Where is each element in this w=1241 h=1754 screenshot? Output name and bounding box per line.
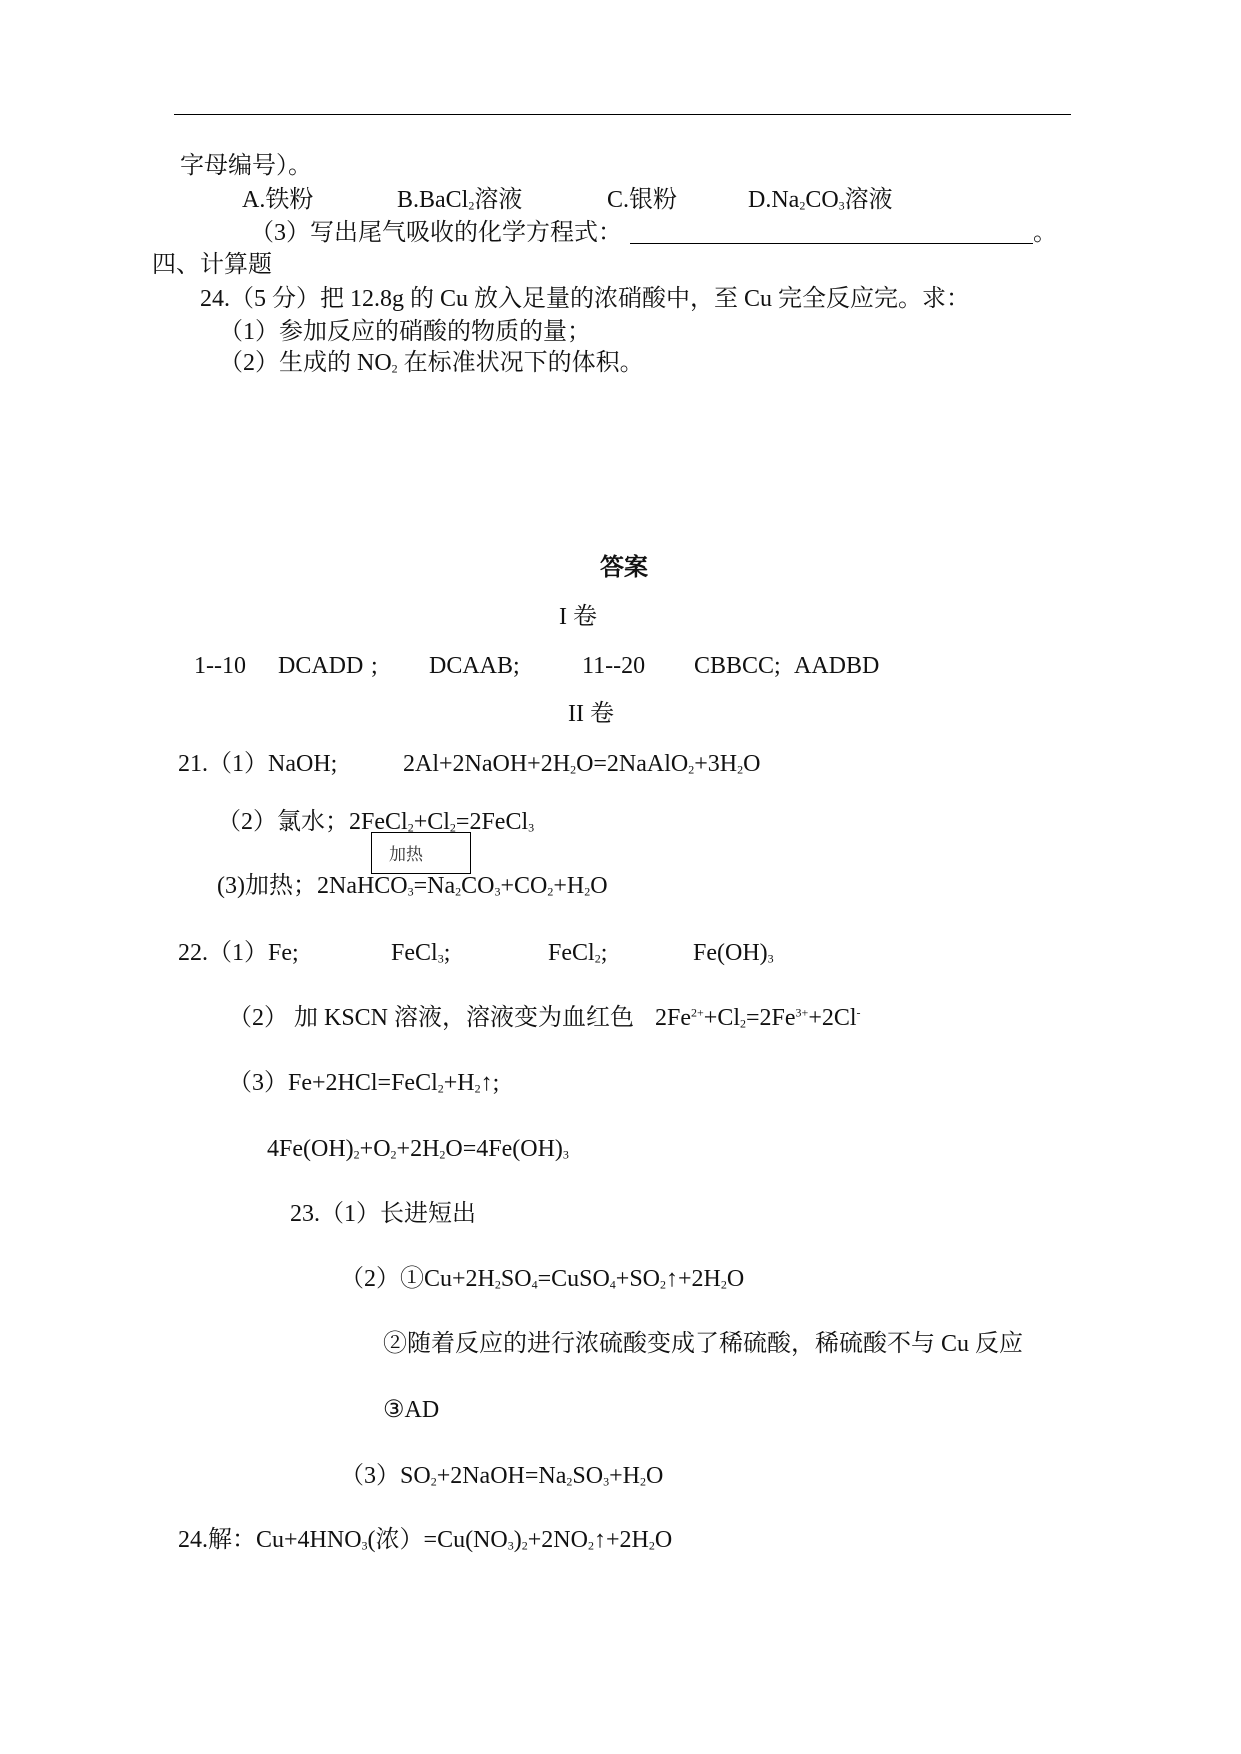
answer-23-part-1: 23.（1）长进短出 <box>290 1201 476 1227</box>
subscript: 3 <box>437 951 444 966</box>
subscript: 2 <box>353 1147 360 1162</box>
option-b: B.BaCl$_2$溶液 <box>397 187 523 213</box>
question-continuation-text: 字母编号）。 <box>180 153 312 179</box>
answer-22-part-1-c: FeCl$_2$; <box>548 940 608 966</box>
subscript: 3 <box>562 1147 569 1162</box>
answer-22-part-2-equation: $2Fe^{2+}+Cl_2=2Fe^{3+}+2Cl^-$ <box>655 1005 861 1031</box>
subscript: 2 <box>740 1016 746 1031</box>
answer-group-4: AADBD <box>794 653 880 679</box>
answer-range-11-20: 11--20 <box>582 653 646 679</box>
subscript: 3 <box>528 820 535 835</box>
answer-blank-line <box>630 218 1033 244</box>
header-rule <box>174 114 1071 115</box>
subscript: 3 <box>507 1538 514 1553</box>
subscript: 2 <box>494 1277 501 1292</box>
answer-range-1-10: 1--10 <box>194 653 246 679</box>
answer-21-part-1-equation: $2Al+2NaOH+2H_2O=2NaAlO_2+3H_2O$ <box>403 751 761 777</box>
answer-23-part-2-1: $(2)①Cu+2H_2SO_4=CuSO_4+SO_2↑+2H_2O$ <box>340 1266 745 1292</box>
subscript: 2 <box>547 884 554 899</box>
answer-22-part-2-text: （2） 加 KSCN 溶液，溶液变为血红色 <box>228 1005 635 1031</box>
subscript: 2 <box>639 1474 646 1489</box>
answer-22-part-1-d: $Fe(OH)_3$ <box>693 940 774 966</box>
subscript: 2 <box>660 1277 667 1292</box>
subscript: 2 <box>737 762 744 777</box>
answer-22-part-1-b: FeCl$_3$; <box>391 940 451 966</box>
subscript: 2 <box>439 1147 446 1162</box>
answer-21-part-3: (3)加热；$2NaHCO_3=Na_2CO_3+CO_2+H_2O$ <box>217 873 608 899</box>
subscript: 3 <box>494 884 501 899</box>
volume-2-title: II 卷 <box>568 701 614 727</box>
answer-group-3: CBBCC; <box>694 653 781 679</box>
subscript: 3 <box>838 198 845 213</box>
section-title: 四、计算题 <box>152 252 272 278</box>
subscript: 2 <box>521 1538 528 1553</box>
subscript: 2 <box>648 1538 655 1553</box>
subscript: 2 <box>468 198 475 213</box>
subscript: 2 <box>584 884 591 899</box>
subscript: 3 <box>407 884 414 899</box>
answer-22-part-1-a: 22.（1）Fe; <box>178 940 299 966</box>
subscript: 2 <box>449 820 456 835</box>
answer-group-2: DCAAB; <box>429 653 520 679</box>
subscript: 4 <box>531 1277 538 1292</box>
subscript: 2 <box>430 1474 437 1489</box>
subscript: 2 <box>407 820 414 835</box>
subscript: 2 <box>455 884 462 899</box>
volume-1-title: I 卷 <box>559 604 597 630</box>
question-24-part-2: （2）生成的 $NO_2$ 在标准状况下的体积。 <box>219 350 644 376</box>
question-24-stem: 24.（5 分）把 12.8g 的 Cu 放入足量的浓硝酸中，至 Cu 完全反应完。求： <box>200 286 971 312</box>
subscript: 2 <box>799 198 806 213</box>
subscript: 2 <box>391 361 398 376</box>
subscript: 2 <box>720 1277 727 1292</box>
subscript: 2 <box>570 762 577 777</box>
answer-22-part-3-equation-2: $4Fe(OH)_2+O_2+2H_2O=4Fe(OH)_3$ <box>267 1136 569 1162</box>
option-a: A.铁粉 <box>242 187 314 213</box>
part3-end-mark: 。 <box>1033 220 1057 246</box>
subscript: 4 <box>609 1277 616 1292</box>
superscript: - <box>856 1005 861 1020</box>
answer-23-part-3: $(3)SO_2+2NaOH=Na_2SO_3+H_2O$ <box>340 1463 664 1489</box>
question-24-part-1: （1）参加反应的硝酸的物质的量； <box>219 319 591 345</box>
answer-24-solution: 24.解：$Cu+4HNO_3$(浓）$=Cu(NO_3)_2+2NO_2↑+2H_2O$ <box>178 1527 673 1553</box>
subscript: 3 <box>767 951 774 966</box>
subscript: 3 <box>361 1538 368 1553</box>
option-d: $D.Na_2CO_3$溶液 <box>748 187 893 213</box>
answer-21-part-2: （2）氯水；$2FeCl_2+Cl_2=2FeCl_3$ <box>217 809 535 835</box>
reaction-condition-text: 加热 <box>389 845 423 864</box>
answer-separator: ; <box>371 653 378 679</box>
subscript: 2 <box>437 1081 444 1096</box>
subscript: 2 <box>566 1474 573 1489</box>
superscript: 2+ <box>691 1005 704 1020</box>
subscript: 3 <box>603 1474 610 1489</box>
subscript: 2 <box>587 1538 594 1553</box>
option-c: C.银粉 <box>607 187 678 213</box>
answer-23-part-2-3: ③AD <box>383 1397 440 1423</box>
subscript: 2 <box>594 951 601 966</box>
answer-23-part-2-2: ②随着反应的进行浓硫酸变成了稀硫酸，稀硫酸不与 Cu 反应 <box>383 1331 1024 1357</box>
part3-prompt: （3）写出尾气吸收的化学方程式： <box>250 220 622 246</box>
superscript: 3+ <box>795 1005 809 1020</box>
subscript: 2 <box>688 762 695 777</box>
subscript: 2 <box>390 1147 397 1162</box>
answer-group-1: DCADD <box>278 653 364 679</box>
subscript: 2 <box>474 1081 481 1096</box>
answer-21-part-1-label: 21.（1）NaOH; <box>178 751 338 777</box>
answer-22-part-3-equation-1: $(3)Fe+2HCl=FeCl_2+H_2↑$; <box>228 1070 500 1096</box>
answer-title: 答案 <box>600 555 648 581</box>
